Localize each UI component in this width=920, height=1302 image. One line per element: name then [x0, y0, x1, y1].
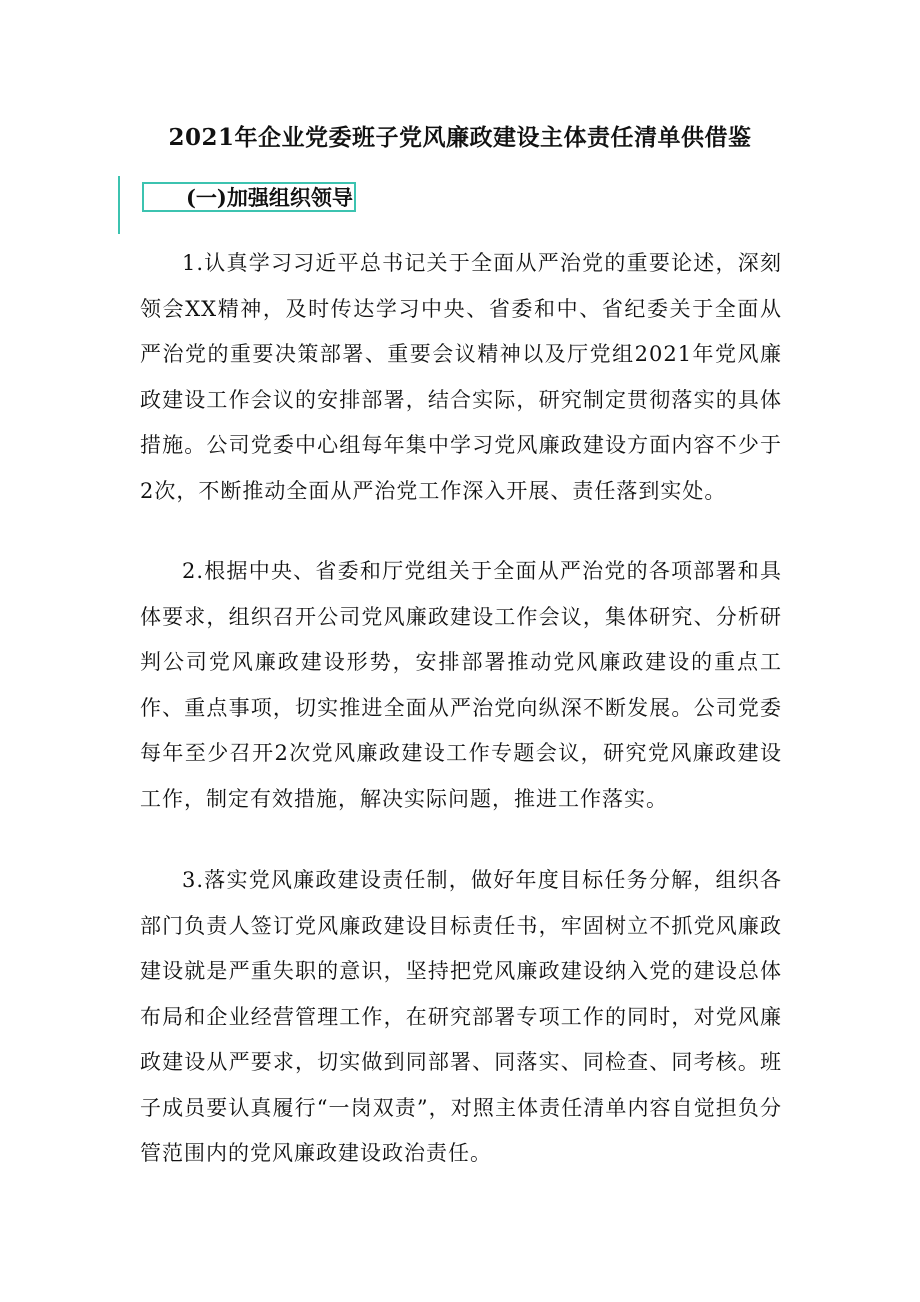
document-title: 2021年企业党委班子党风廉政建设主体责任清单供借鉴 [168, 124, 752, 151]
margin-marker [118, 176, 120, 234]
paragraph-2: 2.根据中央、省委和厅党组关于全面从严治党的各项部署和具体要求，组织召开公司党风廉政建设工作会议，集体研究、分析研判公司党风廉政建设形势，安排部署推动党风廉政建设的重点工作、重点事项，切实推进全面从严治党向纵深不断发展。公司党委每年至少召开2次党风廉政建设工作专题会议，研究党风廉政建设工作，制定有效措施，解决实际问题，推进工作落实。 [140, 559, 782, 811]
section-heading: (一)加强组织领导 [186, 185, 353, 210]
paragraph-1: 1.认真学习习近平总书记关于全面从严治党的重要论述，深刻领会XX精神，及时传达学习中央、省委和中、省纪委关于全面从严治党的重要决策部署、重要会议精神以及厅党组2021年党风廉政建设工作会议的安排部署，结合实际，研究制定贯彻落实的具体措施。公司党委中心组每年集中学习党风廉政建设方面内容不少于2次，不断推动全面从严治党工作深入开展、责任落到实处。 [140, 251, 782, 503]
paragraph-3: 3.落实党风廉政建设责任制，做好年度目标任务分解，组织各部门负责人签订党风廉政建设目标责任书，牢固树立不抓党风廉政建设就是严重失职的意识，坚持把党风廉政建设纳入党的建设总体布局和企业经营管理工作，在研究部署专项工作的同时，对党风廉政建设从严要求，切实做到同部署、同落实、同检查、同考核。班子成员要认真履行“一岗双责”，对照主体责任清单内容自觉担负分管范围内的党风廉政建设政治责任。 [140, 868, 782, 1165]
